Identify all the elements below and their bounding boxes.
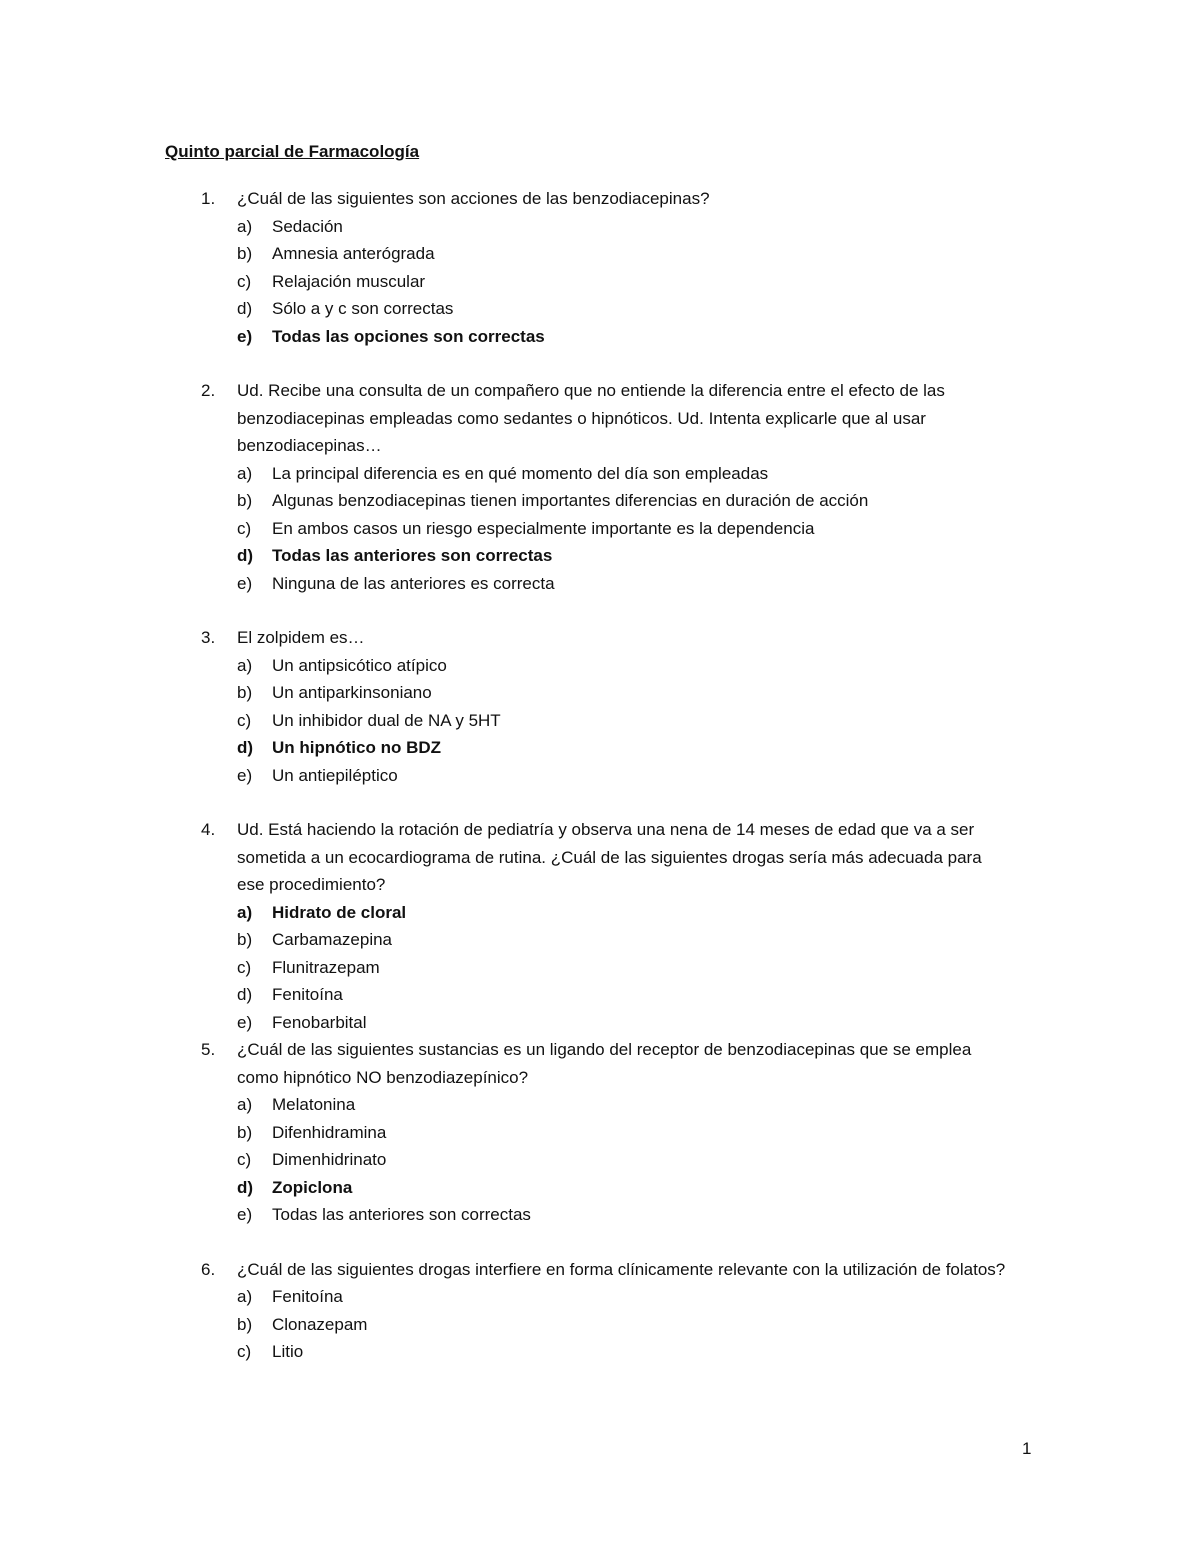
- option-letter: b): [237, 930, 253, 949]
- question-text: Ud. Está haciendo la rotación de pediatría y observa una nena de 14 meses de edad que va a ser sometida a un ecocardiograma de rutina. ¿Cuál de las siguientes drogas sería más adecuada para ese procedimiento?: [237, 820, 982, 894]
- option-text: Todas las opciones son correctas: [272, 326, 545, 346]
- question-text: ¿Cuál de las siguientes son acciones de las benzodiacepinas?: [237, 189, 710, 208]
- option-letter: a): [237, 902, 253, 922]
- option-text: Melatonina: [272, 1095, 356, 1114]
- option-text: Algunas benzodiacepinas tienen importantes diferencias en duración de acción: [272, 491, 869, 510]
- option-text: Un antiepiléptico: [272, 765, 398, 785]
- option-letter: a): [237, 655, 253, 675]
- option-text: Un hipnótico no BDZ: [272, 738, 442, 757]
- option-letter: d): [237, 299, 253, 318]
- answer-option: [0, 762, 1200, 790]
- option-letter: e): [237, 765, 253, 785]
- option-text: Un antipsicótico atípico: [272, 655, 447, 675]
- answer-option: [0, 295, 1200, 323]
- option-text: Todas las anteriores son correctas: [272, 546, 553, 565]
- answer-option: [0, 487, 1200, 515]
- option-text: Relajación muscular: [272, 271, 426, 291]
- answer-option: [0, 1146, 1200, 1174]
- question-number: 3.: [201, 628, 216, 647]
- answer-options: [0, 652, 1200, 790]
- option-letter: c): [237, 518, 252, 538]
- answer-option: [0, 1201, 1200, 1229]
- answer-options: [0, 1283, 1200, 1366]
- option-text: Ninguna de las anteriores es correcta: [272, 573, 555, 593]
- option-letter: e): [237, 326, 253, 346]
- option-text: Carbamazepina: [272, 930, 393, 949]
- answer-option: [0, 515, 1200, 543]
- option-text: Dimenhidrinato: [272, 1150, 387, 1169]
- answer-option: [0, 1009, 1200, 1037]
- question-text: Ud. Recibe una consulta de un compañero que no entiende la diferencia entre el efecto de las benzodiacepinas empleadas como sedantes o hipnóticos. Ud. Intenta explicarle que al usar benzodiacepinas…: [237, 381, 945, 455]
- option-text: Fenobarbital: [272, 1012, 367, 1032]
- answer-option: [0, 570, 1200, 598]
- option-letter: e): [237, 1205, 253, 1224]
- question-number: 5.: [201, 1040, 216, 1059]
- option-text: Clonazepam: [272, 1314, 368, 1334]
- option-letter: d): [237, 1177, 254, 1197]
- answer-options: [0, 213, 1200, 351]
- answer-option: [0, 1119, 1200, 1147]
- option-letter: b): [237, 244, 253, 263]
- option-letter: e): [237, 1012, 253, 1032]
- option-letter: d): [237, 546, 254, 565]
- option-text: En ambos casos un riesgo especialmente importante es la dependencia: [272, 518, 815, 538]
- question-3: [0, 624, 1200, 789]
- question-text: ¿Cuál de las siguientes sustancias es un ligando del receptor de benzodiacepinas que se emplea como hipnótico NO benzodiazepínico?: [237, 1040, 972, 1087]
- option-text: Todas las anteriores son correctas: [272, 1205, 531, 1224]
- answer-option: [0, 707, 1200, 735]
- option-text: Sedación: [272, 216, 343, 236]
- answer-option: [0, 954, 1200, 982]
- answer-option: [0, 1311, 1200, 1339]
- answer-option-correct: [0, 734, 1200, 762]
- question-number: 2.: [201, 381, 216, 400]
- option-text: Amnesia anterógrada: [272, 244, 435, 263]
- document-title: Quinto parcial de Farmacología: [165, 142, 420, 161]
- question-6: [0, 1256, 1200, 1366]
- answer-option: [0, 981, 1200, 1009]
- question-text: El zolpidem es…: [237, 628, 365, 647]
- answer-options: [0, 1091, 1200, 1229]
- option-letter: d): [237, 738, 254, 757]
- answer-option: [0, 1338, 1200, 1366]
- option-letter: e): [237, 573, 253, 593]
- question-number: 1.: [201, 189, 216, 208]
- option-letter: b): [237, 1314, 253, 1334]
- question-number: 6.: [201, 1259, 216, 1279]
- answer-option: [0, 268, 1200, 296]
- option-letter: c): [237, 1150, 252, 1169]
- answer-option-correct: [0, 1174, 1200, 1202]
- question-number: 4.: [201, 820, 216, 839]
- question-2: [0, 377, 1200, 597]
- option-text: Flunitrazepam: [272, 957, 380, 977]
- option-letter: b): [237, 683, 253, 702]
- option-text: Difenhidramina: [272, 1122, 387, 1142]
- option-text: Un inhibidor dual de NA y 5HT: [272, 710, 501, 730]
- answer-option-correct: [0, 899, 1200, 927]
- option-letter: c): [237, 1342, 252, 1361]
- page-number: 1: [1022, 1439, 1032, 1458]
- answer-option: [0, 652, 1200, 680]
- option-text: Sólo a y c son correctas: [272, 299, 454, 318]
- answer-option: [0, 1283, 1200, 1311]
- question-text: ¿Cuál de las siguientes drogas interfiere en forma clínicamente relevante con la utilización de folatos?: [237, 1259, 1006, 1279]
- option-letter: b): [237, 491, 253, 510]
- option-text: La principal diferencia es en qué momento del día son empleadas: [272, 463, 769, 483]
- option-letter: a): [237, 1095, 253, 1114]
- option-letter: c): [237, 271, 252, 291]
- option-letter: a): [237, 216, 253, 236]
- answer-options: [0, 460, 1200, 598]
- option-letter: a): [237, 463, 253, 483]
- question-5: [0, 1036, 1200, 1229]
- option-letter: b): [237, 1122, 253, 1142]
- question-4: [0, 816, 1200, 1036]
- option-text: Zopiclona: [272, 1177, 353, 1197]
- option-text: Fenitoína: [272, 1287, 343, 1306]
- answer-option: [0, 240, 1200, 268]
- option-text: Hidrato de cloral: [272, 902, 407, 922]
- option-letter: c): [237, 710, 252, 730]
- option-letter: d): [237, 985, 253, 1004]
- option-text: Fenitoína: [272, 985, 343, 1004]
- answer-option-correct: [0, 542, 1200, 570]
- answer-option: [0, 926, 1200, 954]
- answer-option-correct: [0, 323, 1200, 351]
- option-letter: c): [237, 957, 252, 977]
- question-list: [0, 185, 1200, 1366]
- question-1: [0, 185, 1200, 350]
- answer-option: [0, 213, 1200, 241]
- answer-option: [0, 1091, 1200, 1119]
- answer-option: [0, 679, 1200, 707]
- answer-option: [0, 460, 1200, 488]
- option-text: Un antiparkinsoniano: [272, 683, 432, 702]
- answer-options: [0, 899, 1200, 1037]
- option-text: Litio: [272, 1342, 304, 1361]
- option-letter: a): [237, 1287, 253, 1306]
